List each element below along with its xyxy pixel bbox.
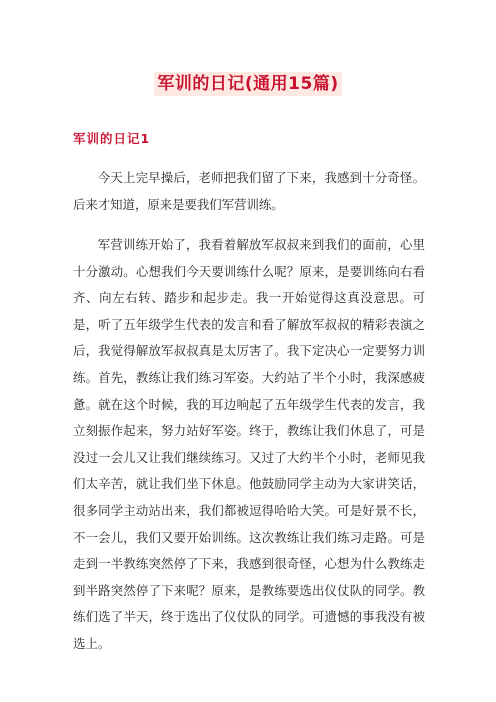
section-heading: 军训的日记1 — [73, 131, 151, 146]
document-title: 军训的日记(通用15篇) — [154, 72, 341, 96]
paragraph-2: 军营训练开始了，我看着解放军叔叔来到我们的面前，心里十分激动。心想我们今天要训练什么呢？原来，是要训练向右看齐、向左右转、踏步和起步走。我一开始觉得这真没意思。可是，听了五年级学生代表的发言和看了解放军叔叔的精彩表演之后，我觉得解放军叔叔真是太厉害了。我下定决心一定要努力训练。首先，教练让我们练习军姿。大约站了半个小时，我深感疲惫。就在这个时候，我的耳边响起了五年级学生代表的发言，我立刻振作起来，努力站好军姿。终于，教练让我们休息了，可是没过一会儿又让我们继续练习。又过了大约半个小时，老师见我们太辛苦，就让我们坐下休息。他鼓励同学主动为大家讲笑话，很多同学主动站出来，我们都被逗得哈哈大笑。可是好景不长，不一会儿，我们又要开始训练。这次教练让我们练习走路。可是走到一半教练突然停了下来，我感到很奇怪，心想为什么教练走到半路突然停了下来呢？原来，是教练要选出仪仗队的同学。教练们选了半天，终于选出了仪仗队的同学。可遗憾的事我没有被选上。 — [73, 237, 425, 651]
paragraph-1: 今天上完早操后，老师把我们留了下来，我感到十分奇怪。后来才知道，原来是要我们军营训练。 — [73, 170, 425, 212]
title-container — [0, 72, 496, 96]
